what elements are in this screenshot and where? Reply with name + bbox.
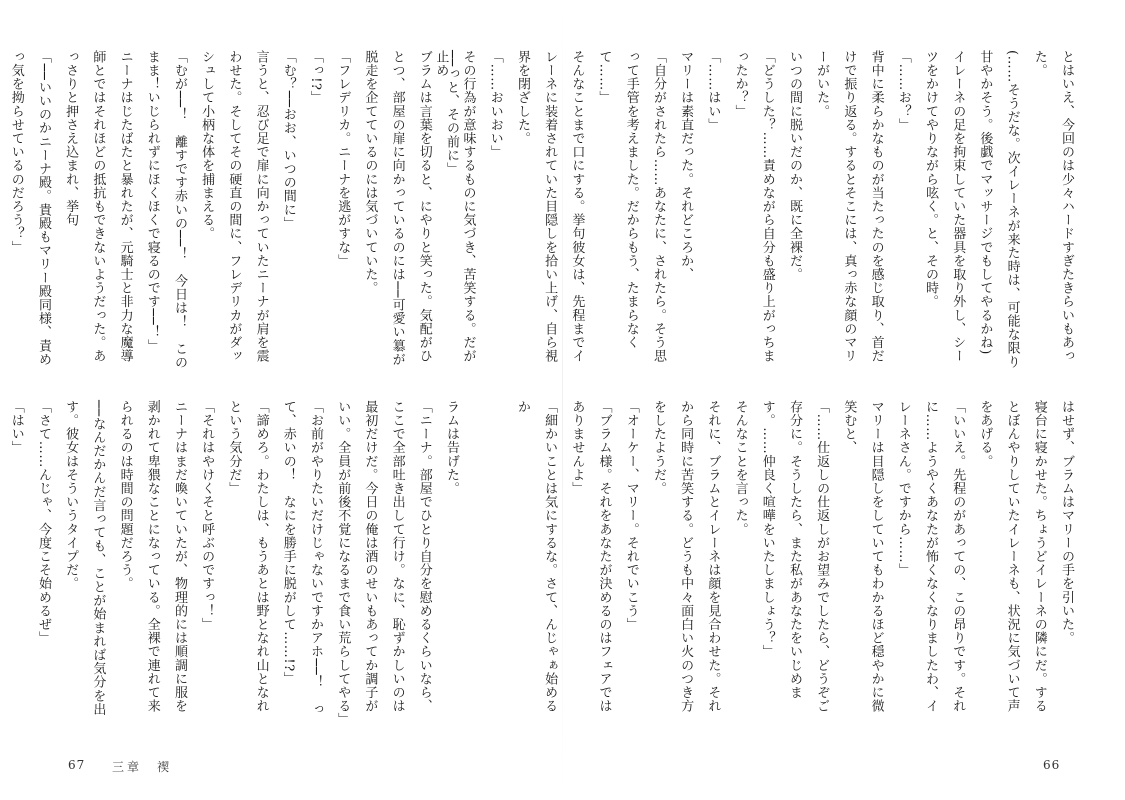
paragraph: 「……仕返しの仕返しがお望みでしたら、どうぞご存分に。そうしたら、また私があなたをいじめます。……仲良く喧嘩をいたしましょう？」 — [759, 400, 830, 713]
paragraph: マリーは目隠しをしていてもわかるほど穏やかに微笑むと、 — [841, 400, 884, 713]
paragraph: 「いいえ。先程のがあっての、この昂りです。それに……ようやくあなたが怖くなくなりましたわ、イレーネさん。ですから……」 — [895, 400, 966, 713]
paragraph: 「──いいのかニーナ殿。貴殿もマリー殿同様、責めっ気を拗らせているのだろう？」 — [8, 50, 51, 367]
paragraph — [0, 50, 3, 370]
paragraph: 「自分がされたら……あなたに、されたら。そう思って手管を考えました。だからもう、たまらなくて……」 — [596, 50, 666, 363]
right-page-lower-text — [514, 400, 1080, 725]
paragraph: そんなことまで口にする。挙句彼女は、先程までイレーネに装着されていた目隠しを拾い上げ、自ら視界を閉ざした。 — [514, 50, 585, 363]
paragraph: ブラムは言葉を切ると、にやりと笑った。気配がひとつ、部屋の扉に向かっているのには──可愛い簒が脱走を企てているのには気づいていた。 — [362, 50, 432, 367]
paragraph: ニーナはまだ喚いていたが、物理的には順調に服を剥かれて卑猥なことになっている。全裸で連れて来られるのは時間の問題だろう。 — [117, 400, 187, 713]
paragraph: ラムは告げた。 — [444, 400, 459, 496]
paragraph: (……そうだな。次イレーネが来た時は、可能な限り甘やかそう。後戯でマッサージでもしてやるかね) — [977, 50, 1020, 369]
paragraph: ──なんだかんだ言っても、ことが始まれば気分を出す。彼女はそういうタイプだ。 — [63, 400, 106, 717]
paragraph: 「それはやけくそと呼ぶのですっ！」 — [199, 400, 215, 632]
paragraph: そんなことを言った。 — [732, 400, 748, 536]
paragraph: 「むが──！ 離すです赤いの──！ 今日は！ このまま！いじられずにほくほくで寝るのです──！」 — [144, 50, 187, 370]
running-chapter-title: 三章 禊 — [112, 760, 173, 774]
left-page-upper-text — [8, 50, 465, 370]
paragraph: 「オーケー、マリー。それでいこう」 — [623, 400, 639, 632]
paragraph: 寝台に寝かせた。ちょうどイレーネの隣にだ。するとぼんやりしていたイレーネも、状況に気づいて声をあげる。 — [977, 400, 1047, 713]
paragraph: 「ニーナ。部屋でひとり自分を慰めるくらいなら、ここで全部吐き出して行け。なに、恥ずかしいのは最初だけだ。今日の俺は酒のせいもあってか調子がいい。全員が前後不覚になるまで食い荒らしてやる」 — [335, 400, 432, 727]
paragraph: 「はい」 — [8, 400, 24, 455]
left-page-lower-text — [8, 400, 465, 727]
paragraph: ニーナはじたばたと暴れたが、元騎士と非力な魔導師とではそれほどの抵抗もできないようだった。あっさりと押さえ込まれ、挙句 — [63, 50, 133, 363]
paragraph: とはいえ、今回のは少々ハードすぎたきらいもあった。 — [1031, 50, 1074, 363]
paragraph: 「どうした？……責めながら自分も盛り上がっちまったか？」 — [732, 50, 775, 363]
paragraph: 「っ!?」 — [307, 50, 323, 105]
paragraph: 背中に柔らかなものが当たったのを感じ取り、首だけで振り返る。するとそこには、真っ赤な顔のマリーがいた。 — [814, 50, 884, 363]
paragraph: 「さて……んじゃ、今度こそ始めるぜ」 — [35, 400, 51, 645]
paragraph: その行為が意味するものに気づき、苦笑する。だが止め — [433, 50, 476, 363]
paragraph: 「お前がやりたいだけじゃないですかアホ──！ って、赤いの！ なにを勝手に脱がして……!?」 — [280, 400, 323, 717]
paragraph: 「……おいおい」 — [487, 50, 503, 159]
paragraph: 「……お？」 — [895, 50, 911, 132]
paragraph: 「む？──おお、いつの間に」 — [280, 50, 296, 231]
paragraph: 「ブラム様。それをあなたが決めるのはフェアではありませんよ」 — [569, 400, 612, 713]
paragraph: ──っと、その前に」 — [444, 50, 459, 176]
paragraph: 「諦めろ。わたしは、もうあとは野となれ山となれという気分だ」 — [226, 400, 269, 713]
right-page-number: 66 — [1043, 758, 1061, 772]
paragraph: はせず、ブラムはマリーの手を引いた。 — [1059, 400, 1074, 645]
paragraph — [0, 400, 3, 725]
paragraph: 言うと、忍び足で扉に向かっていたニーナが肩を震わせた。そしてその硬直の間に、フレデリカがダッシュして小柄な体を捕まえる。 — [199, 50, 269, 363]
paragraph: いつの間に脱いだのか、既に全裸だ。 — [786, 50, 802, 282]
paragraph: 「フレデリカ。ニーナを逃がすな」 — [335, 50, 351, 268]
paragraph: 「……はい」 — [705, 50, 721, 132]
paragraph: それに、ブラムとイレーネは顔を見合わせた。それから同時に苦笑する。どうも中々面白い火のつき方をしたようだ。 — [650, 400, 721, 713]
paragraph: 「細かいことは気にするな。さて、んじゃぁ始めるか — [514, 400, 558, 713]
paragraph: イレーネの足を拘束していた器具を取り外し、シーツをかけてやりながら呟く。と、その時。 — [922, 50, 966, 363]
left-page-number: 67 — [68, 758, 86, 772]
paragraph: マリーは素直だった。それどころか、 — [678, 50, 694, 282]
